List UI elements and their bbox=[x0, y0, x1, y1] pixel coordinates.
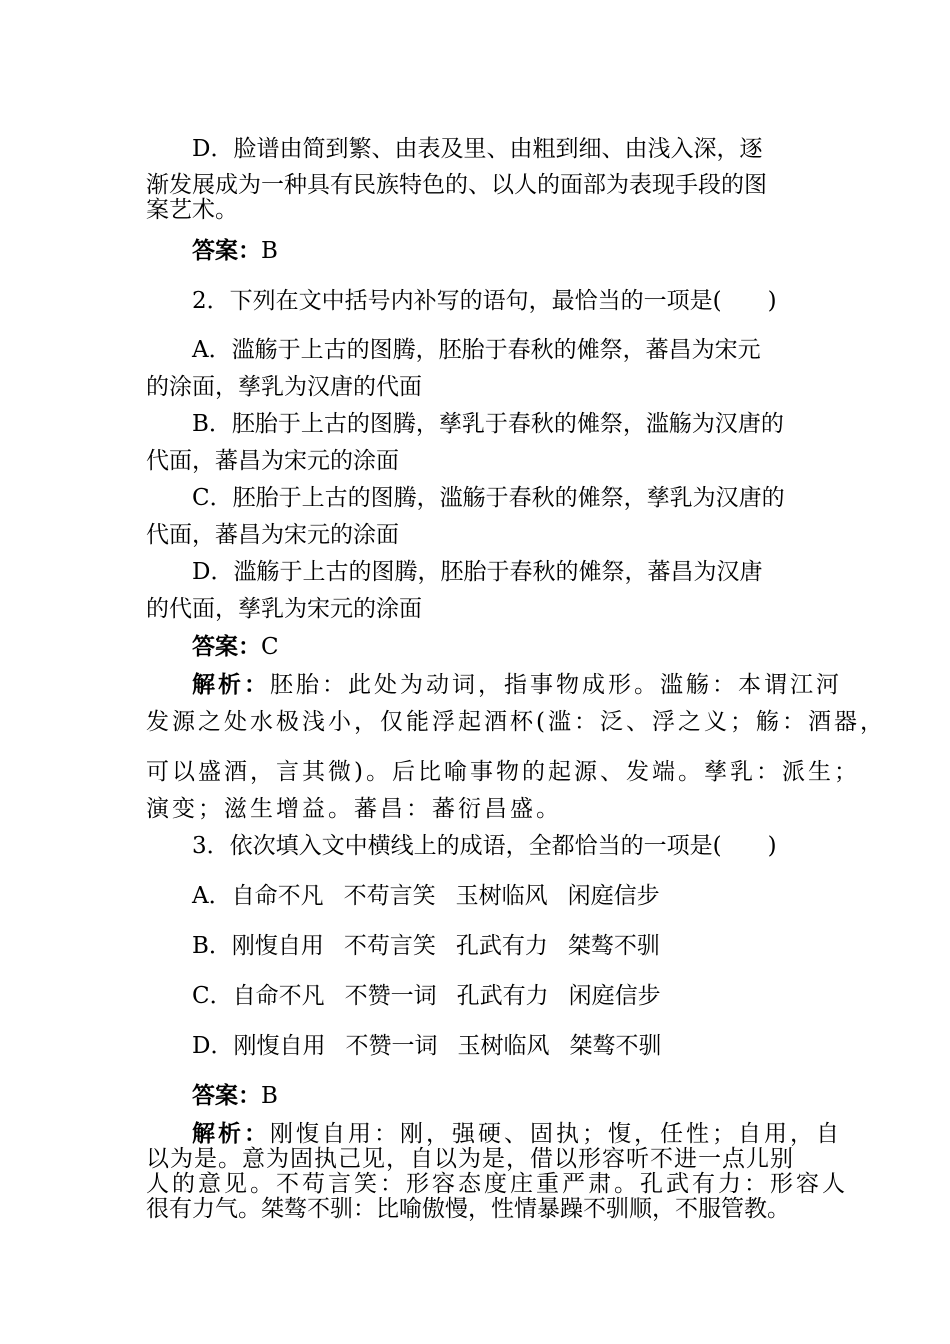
option-letter: D． bbox=[192, 1033, 234, 1059]
answer-label: 答案： bbox=[192, 1082, 261, 1109]
idiom: 闲庭信步 bbox=[567, 883, 660, 909]
answer-value: C bbox=[261, 634, 279, 660]
idiom: 玉树临风 bbox=[455, 883, 548, 909]
q1-answer bbox=[192, 236, 278, 266]
analysis-text: 刚愎自用：刚，强硬、固执；愎，任性；自用，自 bbox=[270, 1121, 842, 1147]
q2-option-c-line-1: C．胚胎于上古的图腾，滥觞于春秋的傩祭，孳乳为汉唐的 bbox=[192, 485, 785, 511]
idiom: 闲庭信步 bbox=[568, 983, 661, 1009]
analysis-label: 解析： bbox=[192, 671, 270, 698]
q2-stem: 2．下列在文中括号内补写的语句，最恰当的一项是( ) bbox=[192, 288, 777, 314]
idiom: 桀骜不驯 bbox=[569, 1033, 662, 1059]
idiom: 玉树临风 bbox=[457, 1033, 550, 1059]
answer-value: B bbox=[261, 238, 278, 264]
q2-analysis-line-1 bbox=[192, 670, 842, 700]
idiom: 自命不凡 bbox=[232, 983, 325, 1009]
answer-label: 答案： bbox=[192, 237, 261, 264]
q2-option-a-line-1: A．滥觞于上古的图腾，胚胎于春秋的傩祭，蕃昌为宋元 bbox=[192, 337, 761, 363]
q1-option-d-line-3: 案艺术。 bbox=[146, 197, 238, 223]
q2-answer bbox=[192, 632, 279, 662]
q3-option-d bbox=[192, 1031, 681, 1061]
analysis-label: 解析： bbox=[192, 1120, 270, 1147]
q3-analysis-line-4: 很有力气。桀骜不驯：比喻傲慢，性情暴躁不驯顺，不服管教。 bbox=[146, 1196, 790, 1222]
idiom: 孔武有力 bbox=[455, 933, 548, 959]
option-letter: C． bbox=[192, 983, 233, 1009]
q2-option-b-line-1: B．胚胎于上古的图腾，孳乳于春秋的傩祭，滥觞为汉唐的 bbox=[192, 411, 784, 437]
q1-option-d-line-1: D．脸谱由简到繁、由表及里、由粗到细、由浅入深，逐 bbox=[192, 136, 763, 162]
q2-option-b-line-2: 代面，蕃昌为宋元的涂面 bbox=[146, 448, 399, 474]
q2-analysis-line-3: 可以盛酒，言其微)。后比喻事物的起源、发端。孳乳：派生； bbox=[146, 759, 860, 785]
idiom: 桀骜不驯 bbox=[567, 933, 660, 959]
answer-label: 答案： bbox=[192, 633, 261, 660]
idiom: 自命不凡 bbox=[231, 883, 324, 909]
idiom: 不赞一词 bbox=[344, 983, 437, 1009]
idiom: 不苟言笑 bbox=[343, 933, 436, 959]
q3-answer bbox=[192, 1081, 278, 1111]
q3-option-b bbox=[192, 931, 680, 961]
idiom: 不苟言笑 bbox=[343, 883, 436, 909]
q3-stem: 3．依次填入文中横线上的成语，全都恰当的一项是( ) bbox=[192, 833, 777, 859]
q2-option-a-line-2: 的涂面，孳乳为汉唐的代面 bbox=[146, 374, 422, 400]
option-letter: A． bbox=[192, 883, 232, 909]
idiom: 孔武有力 bbox=[456, 983, 549, 1009]
q2-analysis-line-4: 演变；滋生增益。蕃昌：蕃衍昌盛。 bbox=[146, 796, 562, 822]
analysis-text: 胚胎：此处为动词，指事物成形。滥觞：本谓江河 bbox=[270, 672, 842, 698]
q1-option-d-line-2: 渐发展成为一种具有民族特色的、以人的面部为表现手段的图 bbox=[146, 172, 767, 198]
answer-value: B bbox=[261, 1083, 278, 1109]
idiom: 刚愎自用 bbox=[231, 933, 324, 959]
q3-option-c bbox=[192, 981, 681, 1011]
q2-option-c-line-2: 代面，蕃昌为宋元的涂面 bbox=[146, 522, 399, 548]
q2-option-d-line-2: 的代面，孳乳为宋元的涂面 bbox=[146, 596, 422, 622]
q2-option-d-line-1: D．滥觞于上古的图腾，胚胎于春秋的傩祭，蕃昌为汉唐 bbox=[192, 559, 763, 585]
q3-analysis-line-3: 人的意见。不苟言笑：形容态度庄重严肃。孔武有力：形容人 bbox=[146, 1171, 848, 1197]
option-letter: B． bbox=[192, 933, 232, 959]
idiom: 不赞一词 bbox=[345, 1033, 438, 1059]
q2-analysis-line-2: 发源之处水极浅小，仅能浮起酒杯(滥：泛、浮之义；觞：酒器， bbox=[146, 709, 886, 735]
q3-option-a bbox=[192, 881, 680, 911]
idiom: 刚愎自用 bbox=[233, 1033, 326, 1059]
q3-analysis-line-2: 以为是。意为固执己见，自以为是，借以形容听不进一点儿别 bbox=[146, 1146, 794, 1172]
